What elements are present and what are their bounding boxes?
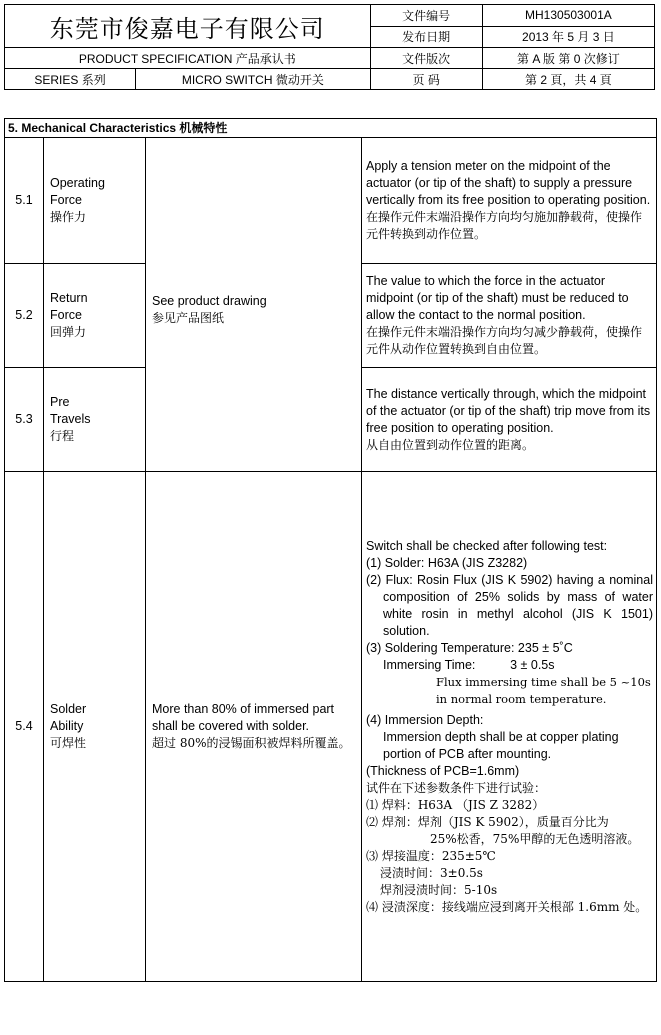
page-number: 第 2 頁，共 4 頁 [482,69,654,90]
test-item-depth-cn: ⑷ 浸渍深度：接线端应浸到离开关根部 1.6mm 处。 [366,899,648,914]
flux-note: Flux immersing time shall be 5 ~10s in normal room temperature. [436,674,651,706]
series-value: MICRO SWITCH 微动开关 [136,69,370,90]
doc-number-label: 文件编号 [370,5,482,27]
release-date: 2013 年 5 月 3 日 [482,26,654,48]
spec-text-cn: 参见产品图纸 [152,310,225,325]
test-item-depth-text: Immersion depth shall be at copper plating portion of PCB after mounting. [383,729,619,761]
test-item-flux-cn-2: 25%松香，75%甲醇的无色透明溶液。 [430,831,640,846]
test-intro-cn: 试件在下述参数条件下进行试验： [366,780,547,795]
item-number: 5.3 [5,368,44,472]
test-item-depth: (4) Immersion Depth: [366,712,484,727]
test-item-solder-cn: ⑴ 焊料：H63A （JIS Z 3282） [366,797,545,812]
description-cell [362,138,657,264]
item-name-en: Pre [50,395,70,409]
test-item-solder: (1) Solder: H63A (JIS Z3282) [366,555,528,570]
test-item-immersing-time: Immersing Time: 3 ± 0.5s [383,657,555,672]
item-number: 5.2 [5,264,44,368]
item-name-en: Ability [50,719,84,733]
doc-number: MH130503001A [482,5,654,27]
pcb-thickness: (Thickness of PCB=1.6mm) [366,763,520,778]
item-name-cn: 操作力 [50,210,87,224]
test-item-time-cn: 浸渍时间：3±0.5s [380,865,483,880]
item-number: 5.4 [5,472,44,982]
test-item-flux: (2) Flux: Rosin Flux (JIS K 5902) having a nominal composition of 25% solids by mass of water white rosin in methyl alcohol (JIS K 1501) solution. [366,572,653,638]
item-number: 5.1 [5,138,44,264]
item-name-cn: 行程 [50,429,75,443]
version-label: 文件版次 [370,48,482,69]
item-name-cn: 回弹力 [50,325,87,339]
item-name-en: Force [50,193,82,207]
section-title: 5. Mechanical Characteristics 机械特性 [5,119,657,138]
document-header [4,4,655,90]
spec-title: PRODUCT SPECIFICATION 产品承认书 [5,48,371,69]
description-en: The value to which the force in the actuator midpoint (or tip of the shaft) must be reduced to allow the contact to the normal position. [366,274,629,322]
spec-cell [146,138,362,472]
item-name-en: Force [50,308,82,322]
company-name: 东莞市俊嘉电子有限公司 [5,5,371,48]
item-name-cn: 可焊性 [50,736,87,750]
description-cell [362,264,657,368]
spec-cell [146,472,362,982]
description-en: Apply a tension meter on the midpoint of the actuator (or tip of the shaft) to supply a pressure vertically from its free position to operating position. [366,159,651,207]
item-name [44,264,146,368]
item-name-en: Travels [50,412,91,426]
release-date-label: 发布日期 [370,26,482,48]
item-name [44,368,146,472]
item-name [44,472,146,982]
item-name-en: Operating [50,176,105,190]
item-name-en: Return [50,291,88,305]
test-item-temperature: (3) Soldering Temperature: 235 ± 5˚C [366,640,573,655]
series-label: SERIES 系列 [5,69,136,90]
table-row [5,138,657,264]
version: 第 A 版 第 0 次修订 [482,48,654,69]
description-cn: 从自由位置到动作位置的距离。 [366,437,535,452]
description-cn: 在操作元件末端沿操作方向均匀施加静载荷，使操作元件转换到动作位置。 [366,210,643,241]
test-item-temperature-cn: ⑶ 焊接温度：235±5℃ [366,848,496,863]
spec-text-en: See product drawing [152,293,267,308]
description-cn: 在操作元件末端沿操作方向均匀减少静载荷，使操作元件从动作位置转换到自由位置。 [366,325,643,356]
table-row [5,472,657,982]
mechanical-characteristics-table [4,118,657,982]
spec-text-cn: 超过 80%的浸锡面积被焊料所覆盖。 [152,736,351,750]
test-intro: Switch shall be checked after following test: [366,538,608,553]
test-item-flux-cn: ⑵ 焊剂：焊剂（JIS K 5902），质量百分比为 [366,814,609,829]
page-label: 页 码 [370,69,482,90]
description-en: The distance vertically through, which the midpoint of the actuator (or tip of the shaft) trip move from its free position to operating position. [366,386,651,435]
description-cell [362,472,657,982]
description-cell [362,368,657,472]
test-item-flux-time-cn: 焊剂浸渍时间：5-10s [380,882,498,897]
item-name-en: Solder [50,702,87,716]
item-name [44,138,146,264]
spec-text-en: More than 80% of immersed part shall be covered with solder. [152,702,335,733]
